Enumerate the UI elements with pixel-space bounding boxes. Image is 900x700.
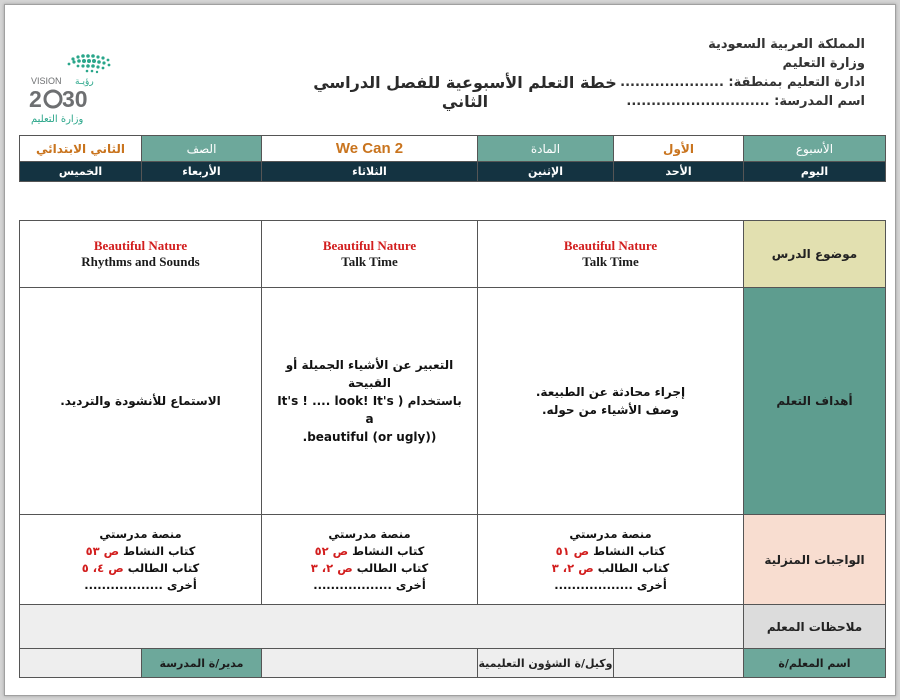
hw-activity: كتاب النشاط ص ٥٣ (85, 543, 196, 558)
logo-year-first: 2 (29, 86, 42, 112)
principal-label: مدير/ة المدرسة (142, 649, 262, 678)
homework-row (20, 515, 886, 605)
teacher-name-label: اسم المعلم/ة (744, 649, 886, 678)
objectives-sun-mon (478, 288, 744, 515)
hw-other: أخرى .................. (554, 577, 667, 592)
info-row (20, 136, 886, 162)
objectives-wed-thu (20, 288, 262, 515)
day-thursday: الخميس (20, 162, 142, 182)
ministry-name: وزارة التعليم (782, 56, 865, 71)
topic-tuesday-lesson: Talk Time (341, 254, 398, 269)
hw-student: كتاب الطالب ص ٤، ٥ (81, 560, 200, 575)
logo-zero-ring (45, 91, 61, 107)
hw-student-pages: ص ٢، ٣ (551, 560, 594, 575)
objective-line: التعبير عن الأشياء الجميلة أو القبيحة (285, 358, 454, 390)
notes-field[interactable] (20, 605, 744, 649)
logo-ministry-arabic: وزارة التعليم (31, 114, 84, 125)
logo-vision-word: VISION (31, 76, 62, 86)
notes-row (20, 605, 886, 649)
objectives-label: أهداف التعلم (744, 288, 886, 515)
country-name: المملكة العربية السعودية (708, 37, 865, 52)
topic-tuesday (262, 221, 478, 288)
topic-sun-mon-unit: Beautiful Nature (563, 238, 658, 253)
objectives-row (20, 288, 886, 515)
homework-wed-thu (20, 515, 262, 605)
logo-year-rest: 30 (62, 86, 88, 112)
topic-sun-mon (478, 221, 744, 288)
notes-label: ملاحظات المعلم (744, 605, 886, 649)
subject-value: We Can 2 (262, 136, 478, 162)
school-field: اسم المدرسة: ............................. (626, 94, 865, 109)
day-label: اليوم (744, 162, 886, 182)
region-field: ادارة التعليم بمنطقة: ..................... (620, 75, 865, 90)
weekly-plan-table (19, 135, 886, 678)
hw-activity: كتاب النشاط ص ٥٢ (314, 543, 425, 558)
teacher-name-field[interactable] (614, 649, 744, 678)
day-wednesday: الأربعاء (142, 162, 262, 182)
topic-sun-mon-lesson: Talk Time (582, 254, 639, 269)
objective-line: الاستماع للأنشودة والترديد. (60, 394, 221, 408)
day-monday: الإثنين (478, 162, 614, 182)
spacer-cell (20, 182, 886, 221)
objective-line: باستخدام ( It's ! .... look! It's a (277, 394, 462, 426)
deputy-field[interactable] (262, 649, 478, 678)
spacer-row (20, 182, 886, 221)
hw-activity-page: ص ٥٣ (85, 543, 120, 558)
subject-label: المادة (478, 136, 614, 162)
days-row (20, 162, 886, 182)
homework-label: الواجبات المنزلية (744, 515, 886, 605)
deputy-label: وكيل/ة الشؤون التعليمية (478, 649, 614, 678)
topic-tuesday-unit: Beautiful Nature (322, 238, 417, 253)
hw-activity-page: ص ٥١ (555, 543, 590, 558)
homework-tuesday (262, 515, 478, 605)
objective-line: (beautiful (or ugly). (302, 430, 437, 444)
hw-student-pages: ص ٢، ٣ (310, 560, 353, 575)
grade-value: الثاني الابتدائي (20, 136, 142, 162)
grade-label: الصف (142, 136, 262, 162)
hw-other: أخرى .................. (84, 577, 197, 592)
hw-activity-page: ص ٥٢ (314, 543, 349, 558)
hw-platform: منصة مدرستي (99, 526, 182, 541)
hw-student: كتاب الطالب ص ٢، ٣ (551, 560, 670, 575)
objectives-tuesday (262, 288, 478, 515)
signature-row (20, 649, 886, 678)
hw-activity: كتاب النشاط ص ٥١ (555, 543, 666, 558)
topic-wed-thu-lesson: Rhythms and Sounds (81, 254, 200, 269)
topic-wed-thu (20, 221, 262, 288)
week-label: الأسبوع (744, 136, 886, 162)
plan-page (4, 4, 896, 696)
hw-student: كتاب الطالب ص ٢، ٣ (310, 560, 429, 575)
topic-label: موضوع الدرس (744, 221, 886, 288)
vision-2030-logo (23, 51, 133, 127)
topic-wed-thu-unit: Beautiful Nature (93, 238, 188, 253)
principal-field[interactable] (20, 649, 142, 678)
hw-platform: منصة مدرستي (569, 526, 652, 541)
objective-line: إجراء محادثة عن الطبيعة. (535, 385, 686, 399)
header-info (620, 35, 865, 111)
objective-line: وصف الأشياء من حوله. (541, 403, 679, 417)
day-tuesday: الثلاثاء (262, 162, 478, 182)
homework-sun-mon (478, 515, 744, 605)
logo-vision-arabic: رؤيـة (75, 77, 94, 87)
week-value: الأول (614, 136, 744, 162)
hw-platform: منصة مدرستي (328, 526, 411, 541)
hw-other: أخرى .................. (313, 577, 426, 592)
day-sunday: الأحد (614, 162, 744, 182)
topic-row (20, 221, 886, 288)
page-title: خطة التعلم الأسبوعية للفصل الدراسي الثاني (313, 73, 617, 111)
hw-student-pages: ص ٤، ٥ (81, 560, 124, 575)
